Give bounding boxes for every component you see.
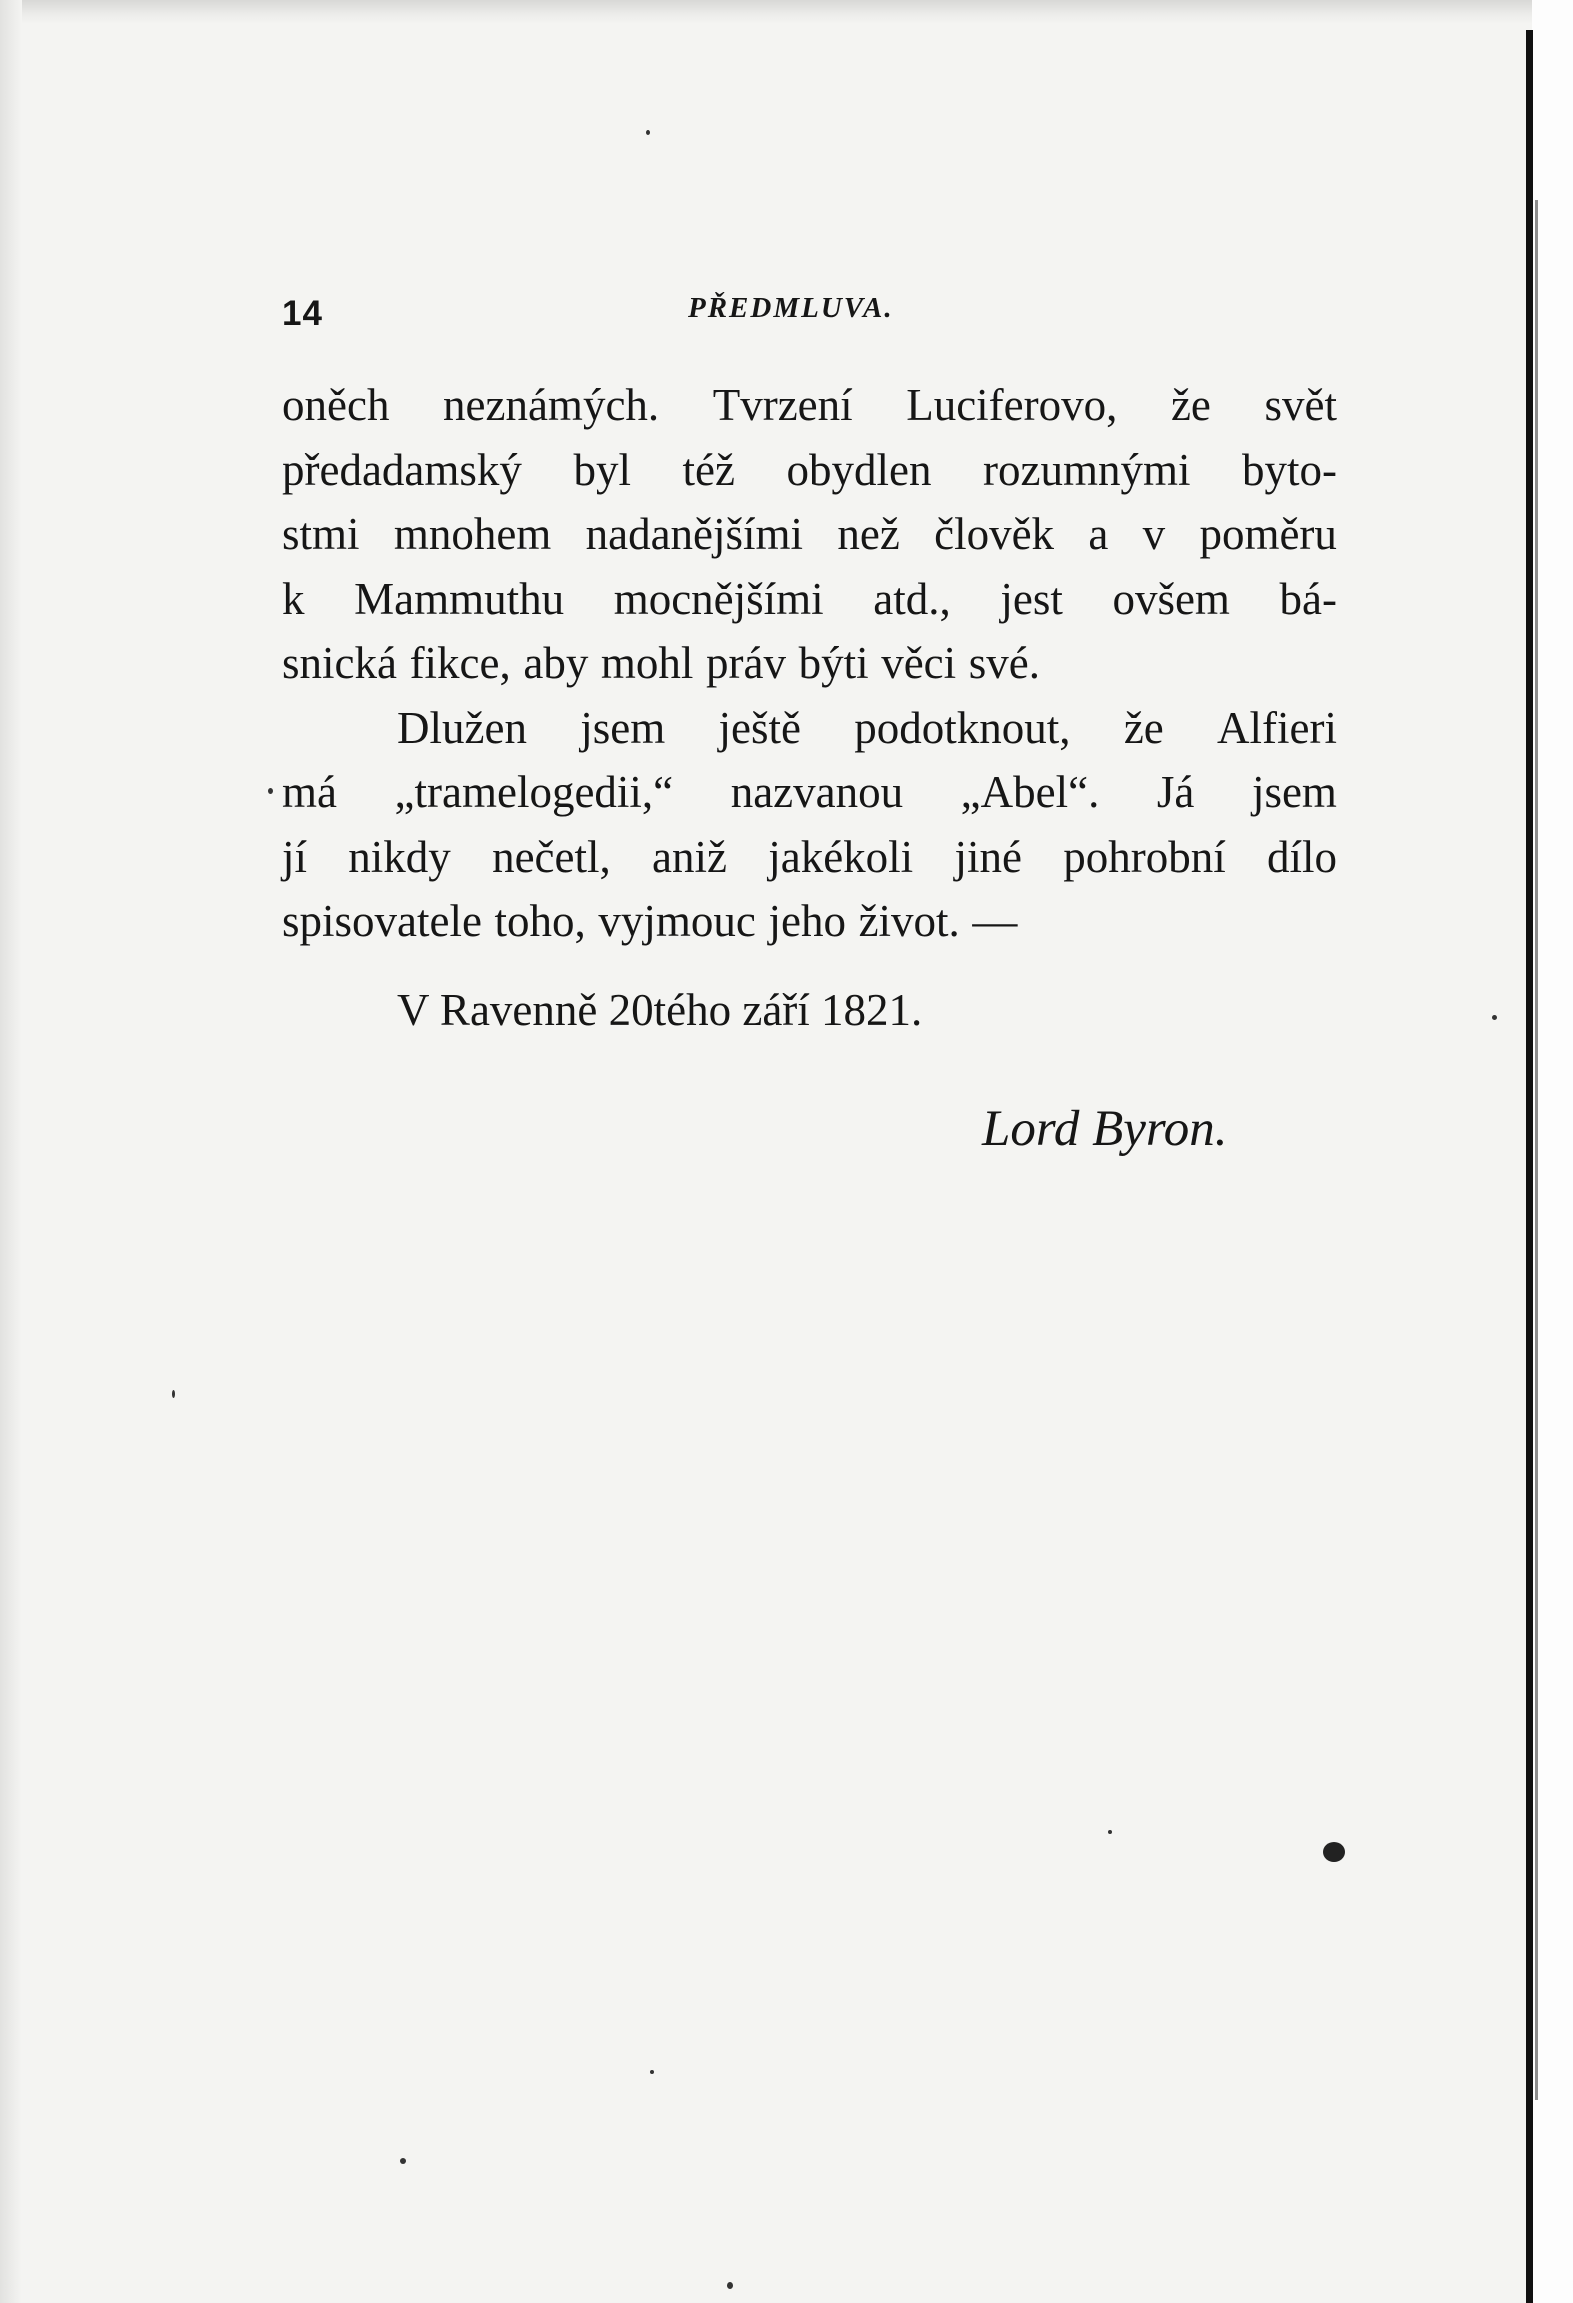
word: jí: [282, 831, 308, 882]
scan-speck: [1108, 1830, 1112, 1834]
word: „Abel“.: [960, 767, 1100, 817]
word: Já: [1156, 767, 1195, 817]
page-edge-line: [1526, 30, 1533, 2303]
running-head: PŘEDMLUVA.: [688, 292, 894, 324]
word: jeho: [768, 896, 846, 946]
scan-speck: [1323, 1842, 1345, 1862]
word: nikdy: [348, 831, 451, 882]
word: snická: [282, 638, 397, 688]
word: svět: [1264, 380, 1337, 430]
word: předadamský: [282, 444, 522, 495]
word: „tramelogedii,“: [394, 767, 674, 817]
word: ještě: [718, 702, 801, 753]
word: má: [282, 767, 337, 817]
word: poměru: [1199, 509, 1337, 559]
word: vyjmouc: [598, 896, 756, 946]
text-line: [282, 373, 1337, 438]
text-line: [282, 567, 1337, 632]
word: toho,: [494, 896, 586, 946]
word: byto-: [1242, 444, 1337, 495]
word: Alfieri: [1217, 702, 1337, 753]
word: Mammuthu: [354, 573, 565, 624]
word: jiné: [954, 831, 1022, 882]
word: dílo: [1266, 831, 1337, 882]
word: jsem: [580, 702, 666, 753]
text-line: [282, 760, 1337, 825]
word: práv: [706, 638, 786, 688]
word: věci: [881, 638, 957, 688]
word: —: [972, 896, 1018, 946]
word: nečetl,: [492, 831, 611, 882]
word: obydlen: [786, 444, 932, 495]
scan-speck: [172, 1390, 175, 1398]
scan-speck: [727, 2282, 733, 2289]
scan-speck: [268, 788, 273, 794]
word: spisovatele: [282, 896, 482, 946]
word: člověk: [934, 509, 1055, 559]
text-line: [282, 825, 1337, 890]
word: fikce,: [409, 638, 511, 688]
scan-right-margin: [1532, 0, 1573, 2303]
word: že: [1123, 702, 1164, 753]
text-line: [282, 696, 1337, 761]
word: Tvrzení: [712, 380, 853, 430]
word: mnohem: [393, 509, 552, 559]
text-line: [282, 889, 1337, 954]
dateline: V Ravenně 20tého září 1821.: [397, 985, 923, 1035]
scan-speck: [646, 130, 650, 135]
word: rozumnými: [983, 444, 1191, 495]
word: své.: [968, 638, 1040, 688]
text-line: [282, 502, 1337, 567]
word: pohrobní: [1063, 831, 1226, 882]
word: ovšem: [1112, 573, 1230, 624]
scan-left-shadow: [0, 0, 22, 2303]
word: než: [837, 509, 900, 559]
body-text: [282, 373, 1337, 954]
word: Luciferovo,: [906, 380, 1118, 430]
scan-speck: [1492, 1015, 1497, 1020]
word: jakékoli: [768, 831, 914, 882]
word: mohl: [600, 638, 694, 688]
signature: Lord Byron.: [982, 1101, 1228, 1157]
text-line: [282, 438, 1337, 503]
word: mocnějšími: [613, 573, 824, 624]
word: stmi: [282, 509, 360, 559]
word: též: [682, 444, 735, 495]
word: atd.,: [873, 573, 951, 624]
word: podotknout,: [854, 702, 1071, 753]
text-line: [282, 631, 1337, 696]
word: v: [1142, 509, 1166, 559]
word: býti: [798, 638, 869, 688]
scan-speck: [650, 2070, 654, 2074]
page-number: 14: [282, 294, 323, 333]
word: neznámých.: [443, 380, 660, 430]
word: Dlužen: [397, 702, 527, 753]
word: jest: [1000, 573, 1063, 624]
page-edge-line-secondary: [1535, 200, 1538, 2100]
word: život.: [858, 896, 960, 946]
word: bá-: [1279, 573, 1337, 624]
scan-speck: [400, 2158, 406, 2164]
word: aniž: [652, 831, 727, 882]
page-header: [282, 292, 1332, 340]
word: aby: [523, 638, 589, 688]
word: k: [282, 573, 305, 624]
word: byl: [573, 444, 631, 495]
word: nazvanou: [730, 767, 904, 817]
word: jsem: [1251, 767, 1337, 817]
word: nadanějšími: [585, 509, 804, 559]
word: a: [1088, 509, 1109, 559]
word: že: [1170, 380, 1211, 430]
scan-top-shadow: [0, 0, 1535, 24]
word: oněch: [282, 380, 390, 430]
